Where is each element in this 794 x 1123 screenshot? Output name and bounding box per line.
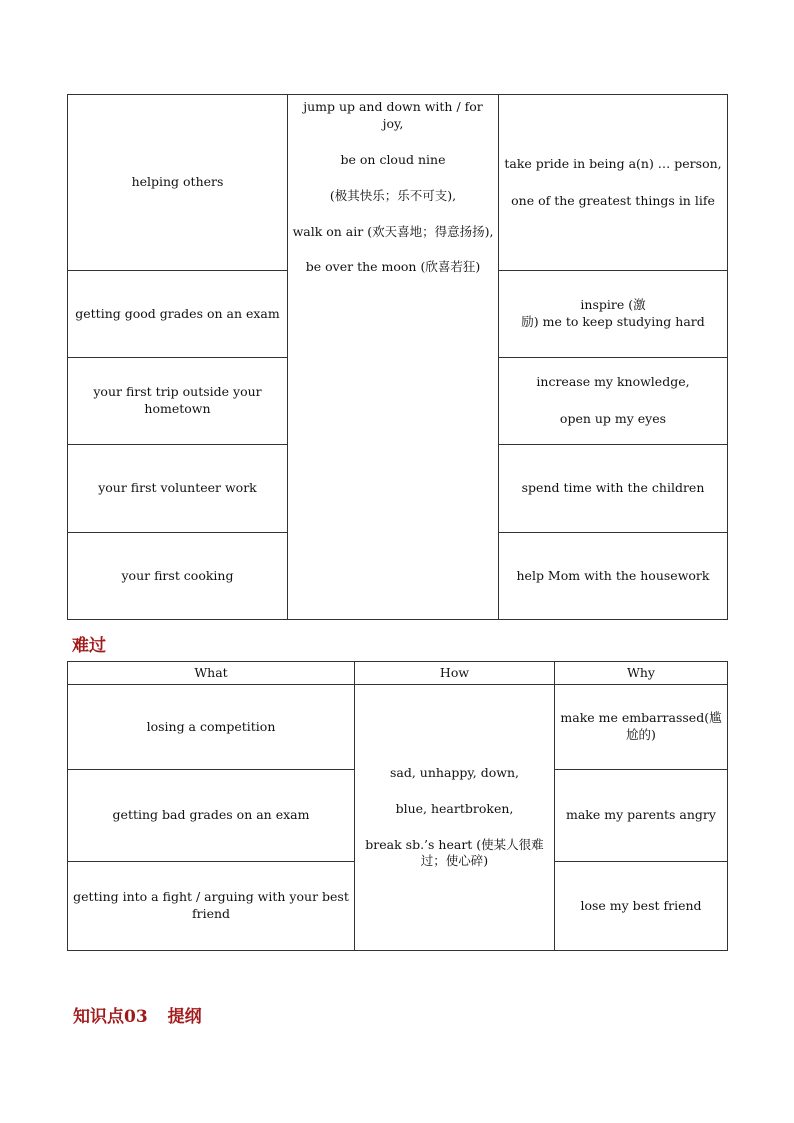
how-line: be over the moon (欣喜若狂) <box>305 259 481 275</box>
what-cell: getting good grades on an exam <box>68 271 288 358</box>
header-how: How <box>355 662 555 685</box>
what-cell: getting bad grades on an exam <box>68 770 355 862</box>
what-cell: losing a competition <box>68 685 355 770</box>
why-cell <box>499 271 728 358</box>
what-cell: helping others <box>68 95 288 271</box>
header-why: Why <box>555 662 728 685</box>
how-line: be on cloud nine <box>340 151 446 167</box>
why-line: one of the greatest things in life <box>511 192 715 208</box>
why-line: open up my eyes <box>559 411 667 426</box>
why-line: 励) me to keep studying hard <box>521 314 705 329</box>
header-what: What <box>68 662 355 685</box>
how-line: blue, heartbroken, <box>395 800 514 816</box>
why-cell <box>499 358 728 445</box>
why-cell: spend time with the children <box>499 445 728 533</box>
why-cell: make me embarrassed(尴尬的) <box>555 685 728 770</box>
what-cell: your first cooking <box>68 533 288 620</box>
sad-table <box>67 661 728 951</box>
happy-table <box>67 94 728 620</box>
why-line: increase my knowledge, <box>536 374 690 390</box>
why-cell: help Mom with the housework <box>499 533 728 620</box>
what-cell: getting into a fight / arguing with your best friend <box>68 862 355 951</box>
how-line: sad, unhappy, down, <box>389 764 520 780</box>
why-line: take pride in being a(n) … person, <box>504 155 722 171</box>
why-cell: make my parents angry <box>555 770 728 862</box>
why-cell: lose my best friend <box>555 862 728 951</box>
how-cell <box>355 685 555 951</box>
why-line: inspire (激 <box>580 297 646 313</box>
what-cell: your first volunteer work <box>68 445 288 533</box>
section-heading-sad: 难过 <box>72 636 106 656</box>
how-line: walk on air (欢天喜地；得意扬扬), <box>292 223 494 239</box>
how-line: jump up and down with / for joy, <box>303 99 483 131</box>
how-line: break sb.’s heart (使某人很难过；使心碎) <box>365 836 544 869</box>
what-cell: your first trip outside your hometown <box>68 358 288 445</box>
how-cell <box>288 95 499 620</box>
why-cell <box>499 95 728 271</box>
section-number: 知识点03 <box>73 1007 148 1027</box>
section-title: 提纲 <box>167 1007 202 1027</box>
how-line: (极其快乐；乐不可支), <box>329 187 457 203</box>
section-heading-outline <box>73 1002 202 1027</box>
